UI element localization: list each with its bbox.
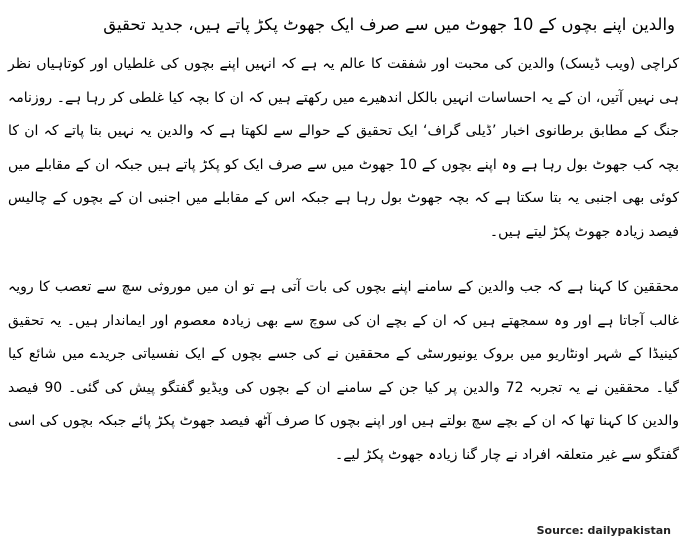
- article-headline: والدین اپنے بچوں کے 10 جھوٹ میں سے صرف ایک جھوٹ پکڑ پاتے ہیں، جدید تحقیق: [103, 15, 675, 34]
- article-paragraph-2: محققین کا کہنا ہے کہ جب والدین کے سامنے اپنے بچوں کی بات آتی ہے تو ان میں موروثی سچ سے تعصب کا رویہ غالب آجاتا ہے اور وہ سمجھتے ہیں کہ ان کے بچے ان کی سوچ سے بھی زیادہ معصوم اور ایماندار ہیں۔ یہ تحقیق کینیڈا کے شہر اونٹاریو میں بروک یونیورسٹی کے محققین نے کی جسے بچوں کے ایک نفسیاتی جریدے میں شائع کیا گیا۔ محققین نے یہ تجربہ 72 والدین پر کیا جن کے سامنے ان کے بچوں کی ویڈیو گفتگو پیش کی گئی۔ 90 فیصد والدین کا کہنا تھا کہ ان کے بچے سچ بولتے ہیں اور اپنے بچوں کا صرف آٹھ فیصد جھوٹ پکڑ پائے جبکہ بچوں کی اسی گفتگو سے غیر متعلقہ افراد نے چار گنا زیادہ جھوٹ پکڑ لیے۔: [8, 279, 680, 463]
- article-paragraph-1: کراچی (ویب ڈیسک) والدین کی محبت اور شفقت کا عالم یہ ہے کہ انہیں اپنے بچوں کی غلطیاں اور کوتاہیاں نظر ہی نہیں آتیں، ان کے یہ احساسات انہیں بالکل اندھیرے میں رکھتے ہیں کہ ان کا بچہ کیا غلطی کر رہا ہے۔ روزنامہ جنگ کے مطابق برطانوی اخبار ’ڈیلی گراف‘ ایک تحقیق کے حوالے سے لکھتا ہے کہ والدین یہ نہیں بتا پاتے کہ ان کا بچہ کب جھوٹ بول رہا ہے وہ اپنے بچوں کے 10 جھوٹ میں سے صرف ایک کو پکڑ پاتے ہیں جبکہ ان کے مقابلے میں کوئی بھی اجنبی یہ بتا سکتا ہے کہ بچہ جھوٹ بول رہا ہے جبکہ اس کے مقابلے میں اجنبی ان کے بچوں کے چالیس فیصد زیادہ جھوٹ پکڑ لیتے ہیں۔: [8, 56, 680, 240]
- source-credit: Source: dailypakistan: [536, 524, 671, 537]
